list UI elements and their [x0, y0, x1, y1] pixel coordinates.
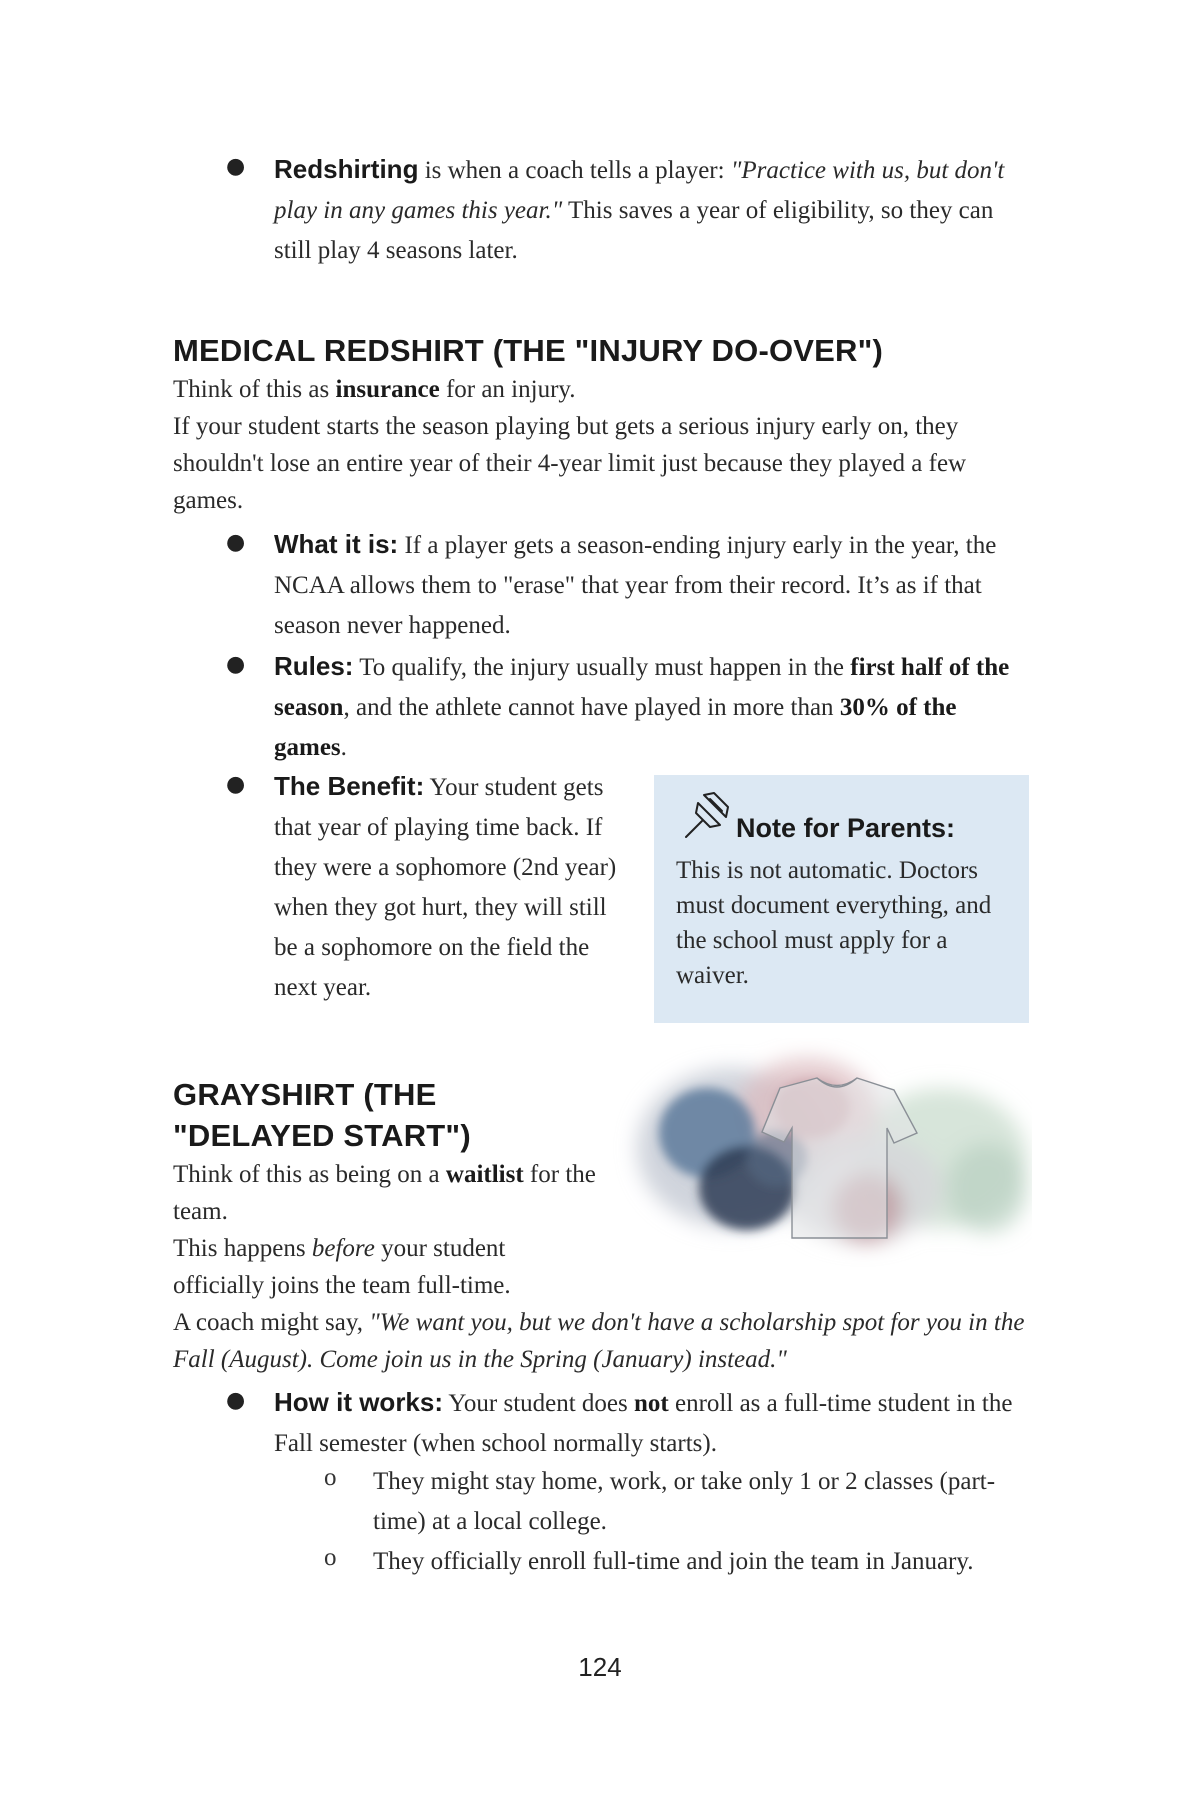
- page-number: 124: [578, 1652, 622, 1682]
- bullet-dot: ●: [226, 772, 246, 797]
- redshirting-bullet: Redshirting is when a coach tells a player: "Practice with us, but don't play in any games this year." This saves a year of eligibility, so they can still play 4 seasons later.: [274, 154, 1005, 264]
- grayshirt-paragraph-2: This happens before your student officially joins the team full-time.: [173, 1235, 511, 1299]
- note-body: This is not automatic. Doctors must document everything, and the school must apply for a waiver.: [676, 857, 992, 989]
- bullet-dot: ●: [226, 154, 246, 179]
- what-it-is-bullet: What it is: If a player gets a season-ending injury early in the year, the NCAA allows them to "erase" that year from their record. It’s as if that season never happened.: [274, 529, 997, 639]
- medical-intro: Think of this as insurance for an injury.: [173, 376, 576, 403]
- note-title: Note for Parents:: [736, 813, 956, 843]
- bullet-dot: ●: [226, 1388, 246, 1413]
- bullet-dot: ●: [226, 530, 246, 555]
- how-it-works-bullet: How it works: Your student does not enroll as a full-time student in the Fall semester (when school normally starts).: [274, 1387, 1013, 1457]
- grayshirt-sub-item-2: They officially enroll full-time and join the team in January.: [373, 1548, 974, 1575]
- rules-bullet: Rules: To qualify, the injury usually must happen in the first half of the season, and the athlete cannot have played in more than 30% of the games.: [274, 651, 1010, 761]
- watercolor-tshirt-illustration: [612, 1038, 1032, 1268]
- grayshirt-coach-quote: A coach might say, "We want you, but we don't have a scholarship spot for you in the Fall (August). Come join us in the Spring (January) instead.": [173, 1309, 1025, 1373]
- medical-paragraph: If your student starts the season playing but gets a serious injury early on, they shouldn't lose an entire year of their 4-year limit just because they played a few games.: [173, 413, 967, 514]
- medical-redshirt-heading: MEDICAL REDSHIRT (THE "INJURY DO-OVER"): [173, 333, 884, 368]
- redshirting-quote: "Practice with us, but don't play in any games this year.": [274, 157, 1005, 224]
- grayshirt-heading-line2: "DELAYED START"): [173, 1118, 471, 1153]
- grayshirt-sub-item-1: They might stay home, work, or take only 1 or 2 classes (part-time) at a local college.: [373, 1468, 996, 1535]
- grayshirt-heading-line1: GRAYSHIRT (THE: [173, 1077, 437, 1112]
- pushpin-icon: [680, 789, 734, 843]
- sub-bullet-marker: o: [324, 1464, 337, 1491]
- bullet-dot: ●: [226, 652, 246, 677]
- benefit-bullet: The Benefit: Your student gets that year of playing time back. If they were a sophomore (2nd year) when they got hurt, they will still be a sophomore on the field the next year.: [274, 771, 617, 1001]
- sub-bullet-marker: o: [324, 1544, 337, 1571]
- redshirting-lead: Redshirting: [274, 154, 419, 184]
- note-for-parents-box: [654, 775, 1029, 1023]
- grayshirt-intro: Think of this as being on a waitlist for the team.: [173, 1161, 596, 1225]
